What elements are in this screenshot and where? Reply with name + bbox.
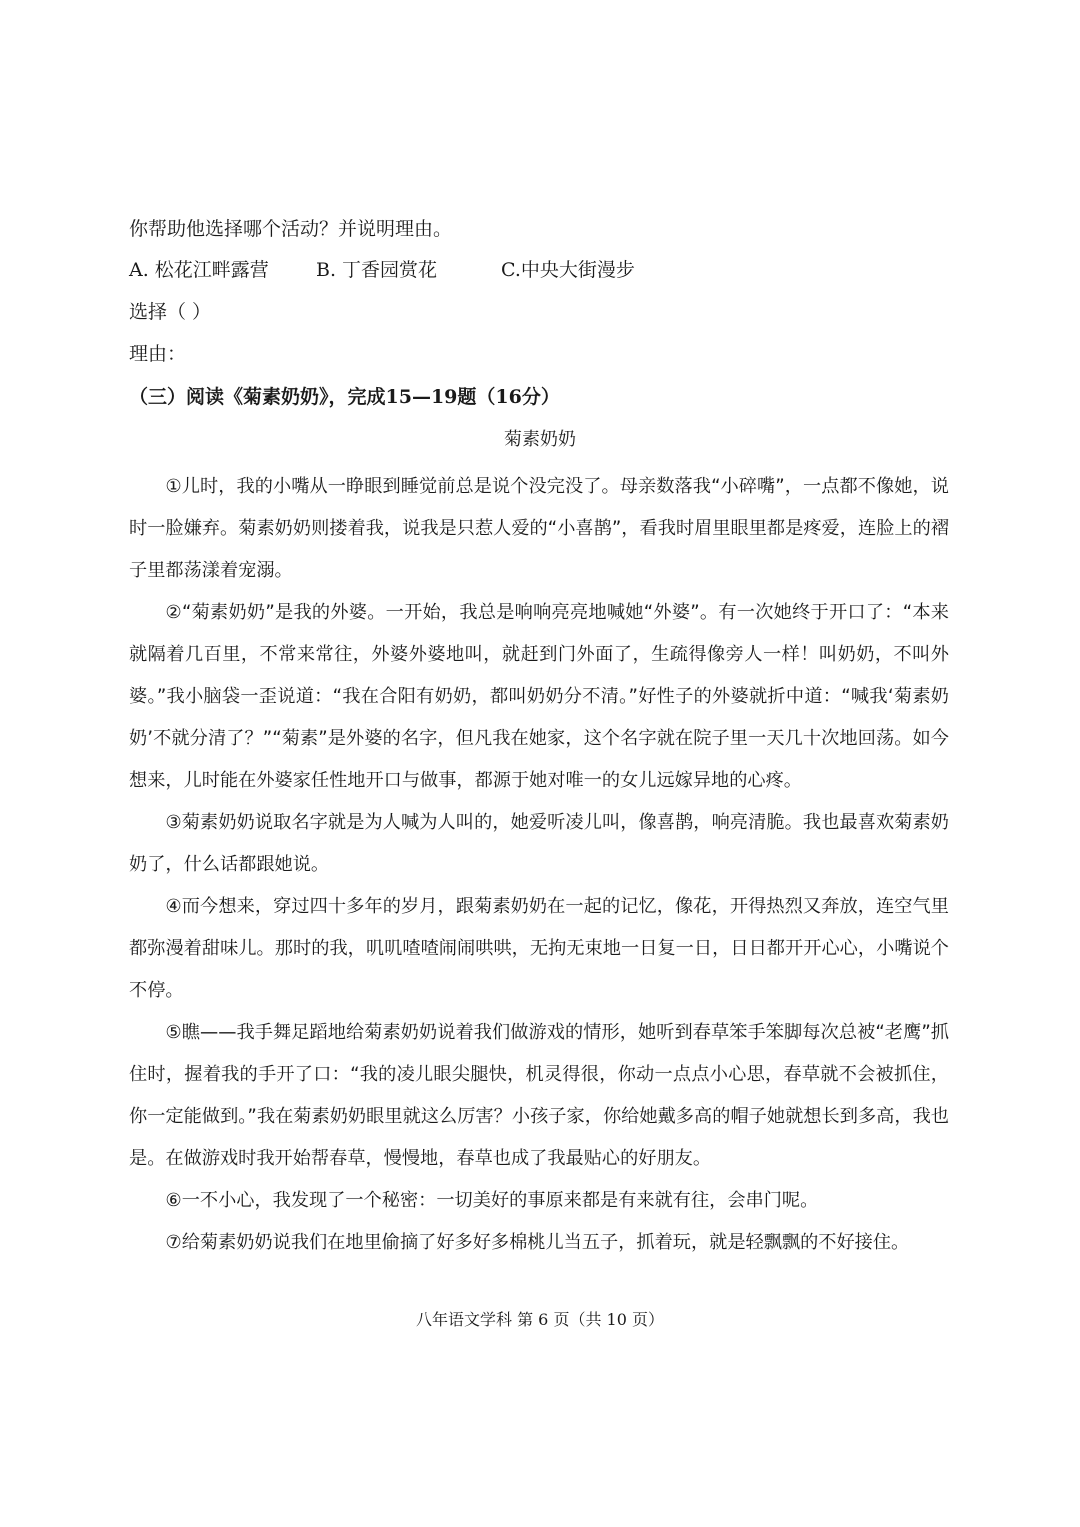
- paragraph-7: ⑦给菊素奶奶说我们在地里偷摘了好多好多棉桃儿当五子，抓着玩，就是轻飘飘的不好接住。: [165, 1232, 910, 1253]
- paragraph-3: ③菊素奶奶说取名字就是为人喊为人叫的，她爱听凌儿叫，像喜鹊，响亮清脆。我也最喜欢菊素奶奶了，什么话都跟她说。: [129, 812, 949, 875]
- reason-label: 理由：: [129, 343, 187, 365]
- section-heading: （三）阅读《菊素奶奶》，完成15—19题（16分）: [129, 386, 560, 408]
- option-a: A. 松花江畔露营: [129, 259, 269, 281]
- passage-body: [129, 466, 949, 1264]
- paragraph-4: ④而今想来，穿过四十多年的岁月，跟菊素奶奶在一起的记忆，像花，开得热烈又奔放，连空气里都弥漫着甜味儿。那时的我，叽叽喳喳闹闹哄哄，无拘无束地一日复一日，日日都开开心心，小嘴说个不停。: [129, 896, 949, 1001]
- passage-title: 菊素奶奶: [504, 429, 576, 450]
- option-c: C.中央大街漫步: [501, 259, 635, 281]
- question-prompt: 你帮助他选择哪个活动？并说明理由。: [129, 218, 453, 240]
- paragraph-6: ⑥一不小心，我发现了一个秘密：一切美好的事原来都是有来就有往，会串门呢。: [165, 1190, 819, 1211]
- paragraph-1: ①儿时，我的小嘴从一睁眼到睡觉前总是说个没完没了。母亲数落我“小碎嘴”，一点都不像她，说时一脸嫌弃。菊素奶奶则搂着我，说我是只惹人爱的“小喜鹊”，看我时眉里眼里都是疼爱，连脸上的褶子里都荡漾着宠溺。: [129, 476, 949, 581]
- page-footer: 八年语文学科 第 6 页（共 10 页）: [416, 1310, 664, 1329]
- paragraph-2: ②“菊素奶奶”是我的外婆。一开始，我总是响响亮亮地喊她“外婆”。有一次她终于开口了：“本来就隔着几百里，不常来常往，外婆外婆地叫，就赶到门外面了，生疏得像旁人一样！叫奶奶，不叫外婆。”我小脑袋一歪说道：“我在合阳有奶奶，都叫奶奶分不清。”好性子的外婆就折中道：“喊我‘菊素奶奶’不就分清了？”“菊素”是外婆的名字，但凡我在她家，这个名字就在院子里一天几十次地回荡。如今想来，儿时能在外婆家任性地开口与做事，都源于她对唯一的女儿远嫁异地的心疼。: [129, 602, 949, 791]
- paragraph-5: ⑤瞧——我手舞足蹈地给菊素奶奶说着我们做游戏的情形，她听到春草笨手笨脚每次总被“老鹰”抓住时，握着我的手开了口：“我的凌儿眼尖腿快，机灵得很，你动一点点小心思，春草就不会被抓住，你一定能做到。”我在菊素奶奶眼里就这么厉害？小孩子家，你给她戴多高的帽子她就想长到多高，我也是。在做游戏时我开始帮春草，慢慢地，春草也成了我最贴心的好朋友。: [129, 1022, 949, 1169]
- choice-blank: 选择（ ）: [129, 301, 212, 323]
- option-b: B. 丁香园赏花: [316, 259, 438, 281]
